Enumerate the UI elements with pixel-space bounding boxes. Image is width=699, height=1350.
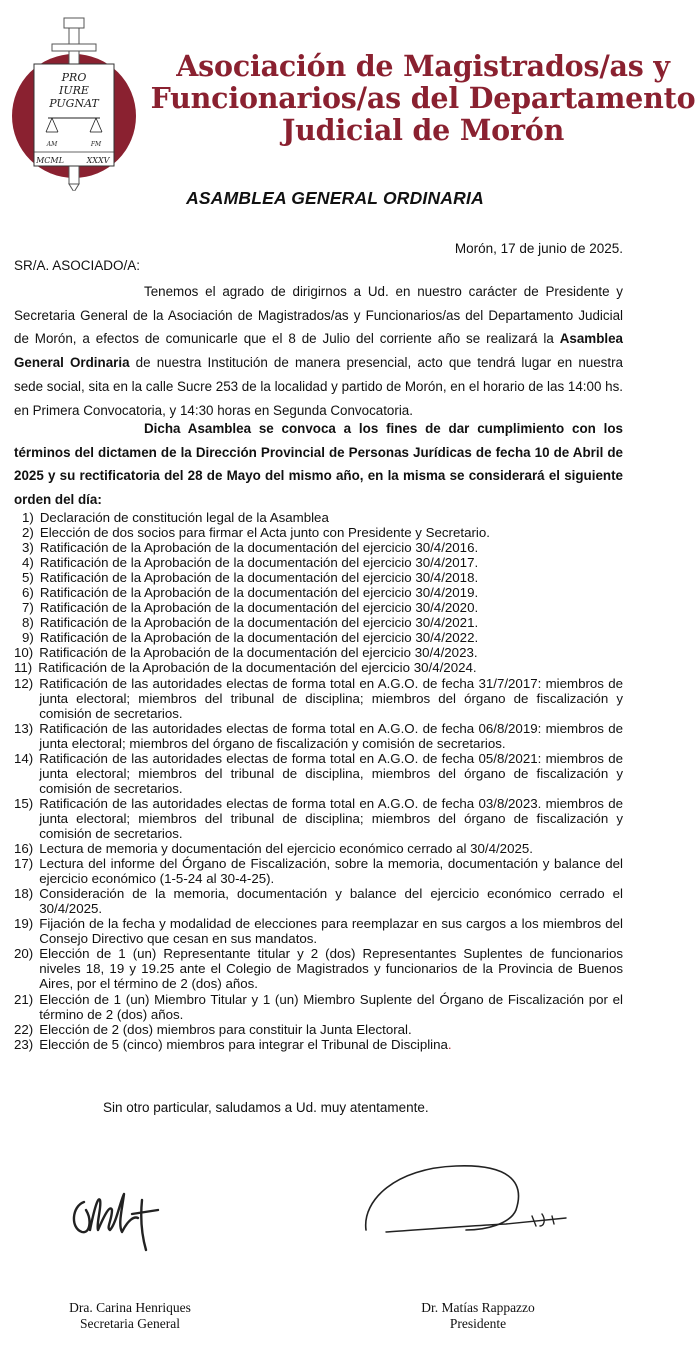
agenda-item-number: 1) [22,510,34,525]
agenda-item-text [39,841,623,856]
agenda-item [14,600,623,615]
agenda-item-text [39,1037,623,1052]
agenda-item-text-content: Ratificación de la Aprobación de la documentación del ejercicio 30/4/2023. [39,645,478,661]
agenda-item-text [39,721,623,751]
intro-paragraph [14,280,623,422]
agenda-item [14,1022,623,1037]
agenda-item-trailing-mark: . [447,1036,452,1052]
agenda-item-text [39,946,623,991]
agenda-item-text-content: Ratificación de las autoridades electas de forma total en A.G.O. de fecha 05/8/2021: miembros de junta electoral; miembros del tribunal de disciplina, miembros del órgano de fiscalización y comisión de secretarios. [39,750,623,796]
agenda-item-text [40,555,623,570]
agenda-item-number: 22) [14,1021,34,1037]
agenda-item [14,796,623,841]
agenda-item [14,946,623,991]
agenda-item-number: 12) [14,675,34,691]
agenda-item-text [39,886,623,916]
agenda-item [14,721,623,751]
signer-name: Dra. Carina Henriques [69,1300,191,1315]
agenda-item-number: 8) [22,615,34,631]
agenda-item-text-content: Ratificación de la Aprobación de la documentación del ejercicio 30/4/2020. [39,600,479,616]
agenda-item-text [39,676,623,721]
agenda-item-text-content: Elección de 1 (un) Miembro Titular y 1 (un) Miembro Suplente del Órgano de Fiscalización por el término de 2 (dos) años. [39,991,623,1022]
svg-text:IURE: IURE [59,84,89,97]
agenda-item-number: 17) [14,856,34,872]
agenda-item-number: 16) [14,841,34,857]
agenda-item-text-content: Lectura del informe del Órgano de Fiscalización, sobre la memoria, documentación y balance del ejercicio económico (1-5-24 al 30-4-25). [39,856,623,887]
agenda-item-number: 6) [22,585,34,601]
signer-president [388,1300,568,1332]
agenda-item-number: 23) [14,1036,34,1052]
agenda-item-text [39,1022,623,1037]
signer-role: Secretaria General [79,1316,181,1331]
agenda-item-text [40,600,623,615]
agenda-item [14,585,623,600]
agenda-item-text-content: Fijación de la fecha y modalidad de elecciones para reemplazar en sus cargos a los miembros del Consejo Directivo que cesan en sus mandatos. [39,916,623,947]
agenda-item [14,992,623,1022]
agenda-item-text-content: Ratificación de las autoridades electas de forma total en A.G.O. de fecha 06/8/2019: miembros de junta electoral; miembros del órgano de fiscalización y comisión de secretarios. [39,720,623,751]
agenda-item-text [39,916,623,946]
svg-text:FM: FM [90,141,102,148]
agenda-item-text [39,645,623,660]
agenda-item-text [40,510,623,525]
salutation: SR/A. ASOCIADO/A: [14,258,141,273]
signature-matias-rappazzo [356,1160,576,1250]
agenda-item [14,751,623,796]
agenda-item-text-content: Ratificación de la Aprobación de la documentación del ejercicio 30/4/2024. [38,660,477,676]
agenda-item-text-content: Ratificación de las autoridades electas de forma total en A.G.O. de fecha 03/8/2023. miembros de junta electoral; miembros del tribunal de disciplina; miembros del órgano de fiscalización y comisión de secretarios. [39,795,623,841]
agenda-item-number: 19) [14,916,34,932]
agenda-item [14,676,623,721]
agenda-item-text [39,856,623,886]
signer-role: Presidente [449,1316,507,1331]
agenda-item-text-content: Ratificación de la Aprobación de la documentación del ejercicio 30/4/2019. [39,585,479,601]
agenda-item [14,856,623,886]
agenda-item [14,645,623,660]
agenda-item-number: 3) [22,540,34,556]
agenda-item-text-content: Ratificación de la Aprobación de la documentación del ejercicio 30/4/2018. [39,570,479,586]
agenda-item-number: 9) [22,630,34,646]
agenda-item [14,540,623,555]
agenda-item-number: 18) [14,886,34,902]
agenda-item-number: 20) [14,946,34,962]
agenda-item [14,841,623,856]
agenda-item [14,555,623,570]
agenda-item [14,510,623,525]
organization-name-line-1: Asociación de Magistrados/as y [176,49,670,83]
intro-paragraph-bold: Asamblea General Ordinaria [14,331,623,371]
agenda-item-text-content: Ratificación de las autoridades electas de forma total en A.G.O. de fecha 31/7/2017: miembros de junta electoral; miembros del tribunal de disciplina; miembros del órgano de fiscalización y comisión de secretarios. [39,675,623,721]
organization-name-line-3: Judicial de Morón [281,113,565,147]
svg-text:XXXV: XXXV [86,156,110,165]
agenda-item-text-content: Ratificación de la Aprobación de la documentación del ejercicio 30/4/2021. [39,615,479,631]
agenda-item-number: 13) [14,720,34,736]
closing-line: Sin otro particular, saludamos a Ud. muy atentamente. [103,1100,429,1115]
association-logo [12,16,142,191]
agenda-item-number: 7) [22,600,34,616]
agenda-item [14,660,623,675]
convocation-paragraph-text: Dicha Asamblea se convoca a los fines de dar cumplimiento con los términos del dictamen de la Dirección Provincial de Personas Jurídicas de fecha 10 de Abril de 2025 y su rectificatoria del 28 de Mayo del mismo año, en la misma se considerará el siguiente orden del día: [14,421,623,508]
agenda-item-text [40,615,623,630]
agenda-item-text [39,751,623,796]
agenda-item-text-content: Elección de dos socios para firmar el Acta junto con Presidente y Secretario. [39,525,490,541]
intro-paragraph-part-1: Tenemos el agrado de dirigirnos a Ud. en nuestro carácter de Presidente y Secretaria General de la Asociación de Magistrados/as y Funcionarios/as del Departamento Judicial de Morón, a efectos de comunicarle que el 8 de Julio del corriente año se realizará la [14,284,623,347]
agenda-item-text-content: Ratificación de la Aprobación de la documentación del ejercicio 30/4/2017. [39,555,479,571]
agenda-item-text [39,796,623,841]
document-title: ASAMBLEA GENERAL ORDINARIA [186,188,484,208]
agenda-item [14,570,623,585]
agenda-item [14,916,623,946]
agenda-item-number: 15) [14,795,34,811]
agenda-item-text [40,525,623,540]
agenda-item [14,886,623,916]
signer-name: Dr. Matías Rappazzo [421,1300,535,1315]
agenda-item-text-content: Ratificación de la Aprobación de la documentación del ejercicio 30/4/2022. [39,630,479,646]
agenda-item-number: 10) [14,645,34,661]
agenda-item-text-content: Ratificación de la Aprobación de la documentación del ejercicio 30/4/2016. [39,540,479,556]
agenda-item-text [39,992,623,1022]
convocation-paragraph [14,417,623,512]
agenda-item-text [40,585,623,600]
agenda-item-number: 2) [22,525,34,541]
agenda-item [14,1037,623,1052]
agenda-list [14,510,623,1052]
agenda-item-text-content: Lectura de memoria y documentación del ejercicio económico cerrado al 30/4/2025. [39,841,533,857]
agenda-item-number: 11) [14,660,33,676]
agenda-item-text [38,660,623,675]
agenda-item-number: 21) [14,991,34,1007]
agenda-item-number: 5) [22,570,34,586]
agenda-item-text-content: Elección de 1 (un) Representante titular y 2 (dos) Representantes Suplentes de funcionarios niveles 18, 19 y 19.25 ante el Colegio de Magistrados y funcionarios de la Provincia de Buenos Aires, por el término de 2 (dos) años. [39,946,623,992]
agenda-item-text-content: Elección de 2 (dos) miembros para constituir la Junta Electoral. [39,1021,412,1037]
agenda-item-text [40,630,623,645]
intro-paragraph-part-2: de nuestra Institución de manera presencial, acto que tendrá lugar en nuestra sede social, sita en la calle Sucre 253 de la localidad y partido de Morón, en el horario de las 14:00 hs. en Primera Convocatoria, y 14:30 horas en Segunda Convocatoria. [14,355,623,418]
document-date: Morón, 17 de junio de 2025. [454,241,623,256]
organization-name [150,50,696,146]
svg-text:PUGNAT: PUGNAT [49,97,99,110]
agenda-item [14,525,623,540]
svg-text:PRO: PRO [61,71,87,84]
agenda-item-text [40,540,623,555]
signature-carina-henriques [62,1180,172,1260]
signer-secretary [40,1300,220,1332]
agenda-item [14,615,623,630]
agenda-item-text [40,570,623,585]
agenda-item [14,630,623,645]
agenda-item-number: 4) [22,555,34,571]
svg-text:MCML: MCML [36,156,64,165]
agenda-item-number: 14) [14,750,34,766]
svg-text:AM: AM [46,141,58,148]
agenda-item-text-content: Consideración de la memoria, documentación y balance del ejercicio económico cerrado el 30/4/2025. [39,886,623,917]
agenda-item-text-content: Declaración de constitución legal de la Asamblea [39,510,329,525]
organization-name-line-2: Funcionarios/as del Departamento [150,81,696,115]
agenda-item-text-content: Elección de 5 (cinco) miembros para integrar el Tribunal de Disciplina [39,1036,448,1052]
